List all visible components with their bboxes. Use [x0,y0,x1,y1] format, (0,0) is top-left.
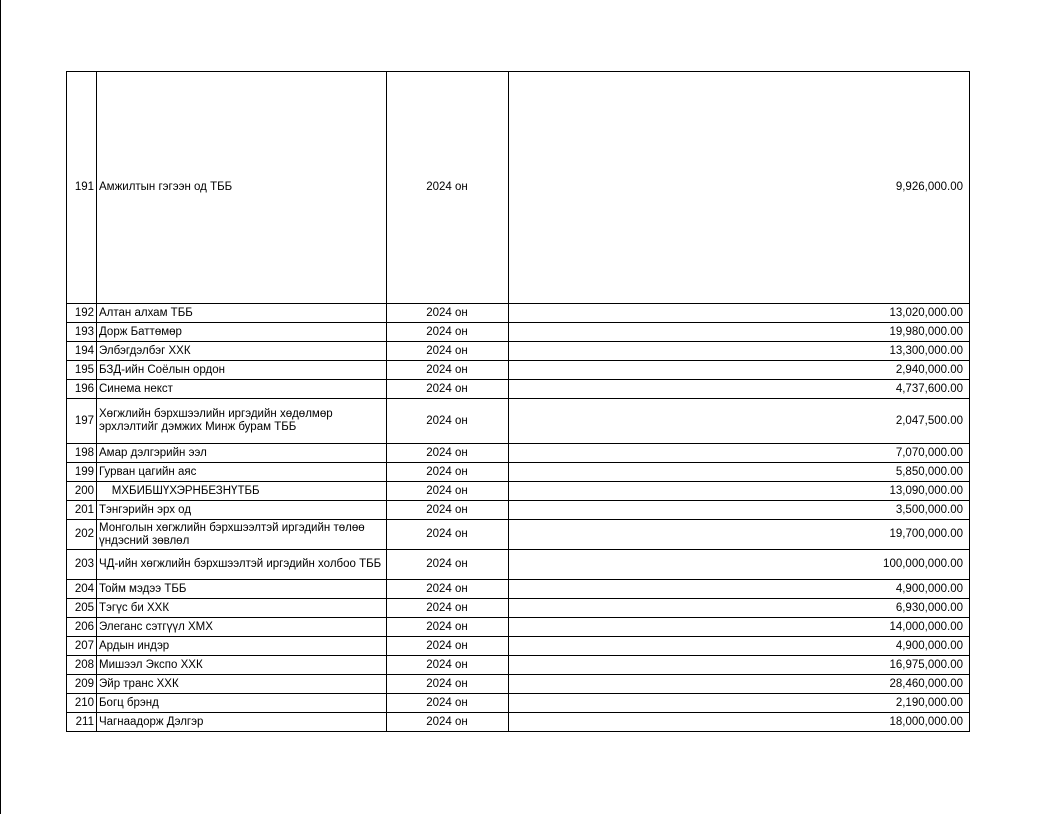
page-left-border [0,0,1,814]
table-row [67,463,970,482]
year-cell: 2024 он [387,520,509,550]
year-cell: 2024 он [387,675,509,694]
year-cell: 2024 он [387,304,509,323]
amount-cell: 19,980,000.00 [509,323,970,342]
amount-cell: 14,000,000.00 [509,618,970,637]
organization-name: Хөгжлийн бэрхшээлийн иргэдийн хөдөлмөр эрхлэлтийг дэмжих Минж бурам ТББ [97,399,387,444]
amount-cell: 5,850,000.00 [509,463,970,482]
organization-name: Ардын индэр [97,637,387,656]
table-row [67,637,970,656]
row-number: 203 [67,550,97,580]
amount-cell: 4,737,600.00 [509,380,970,399]
year-cell: 2024 он [387,656,509,675]
year-cell: 2024 он [387,342,509,361]
amount-cell: 7,070,000.00 [509,444,970,463]
table-row [67,675,970,694]
amount-cell: 16,975,000.00 [509,656,970,675]
organization-name: Тэгүс би ХХК [97,599,387,618]
table-row [67,550,970,580]
amount-cell: 13,020,000.00 [509,304,970,323]
row-number: 194 [67,342,97,361]
organization-name: ЧД-ийн хөгжлийн бэрхшээлтэй иргэдийн холбоо ТББ [97,550,387,580]
organization-name: Элеганс сэтгүүл ХМХ [97,618,387,637]
year-cell: 2024 он [387,380,509,399]
table-row [67,618,970,637]
row-number: 198 [67,444,97,463]
row-number: 202 [67,520,97,550]
amount-cell: 2,190,000.00 [509,694,970,713]
organization-name: Чагнаадорж Дэлгэр [97,713,387,732]
table-row [67,342,970,361]
row-number: 197 [67,399,97,444]
table-row [67,444,970,463]
table-row [67,694,970,713]
amount-cell: 2,940,000.00 [509,361,970,380]
table-row [67,599,970,618]
row-number: 207 [67,637,97,656]
amount-cell: 28,460,000.00 [509,675,970,694]
row-number: 201 [67,501,97,520]
table-row [67,72,970,304]
table-row [67,713,970,732]
table-body [67,72,970,732]
year-cell: 2024 он [387,501,509,520]
year-cell: 2024 он [387,323,509,342]
organization-name: Мишээл Экспо ХХК [97,656,387,675]
row-number: 211 [67,713,97,732]
organization-name: Тэнгэрийн эрх од [97,501,387,520]
row-number: 206 [67,618,97,637]
table-row [67,323,970,342]
organization-name: Алтан алхам ТББ [97,304,387,323]
row-number: 210 [67,694,97,713]
row-number: 199 [67,463,97,482]
year-cell: 2024 он [387,599,509,618]
table-row [67,304,970,323]
organization-name: Амар дэлгэрийн ээл [97,444,387,463]
row-number: 195 [67,361,97,380]
year-cell: 2024 он [387,482,509,501]
funding-table [66,71,970,732]
year-cell: 2024 он [387,72,509,304]
year-cell: 2024 он [387,399,509,444]
organization-name: Амжилтын гэгээн од ТББ [97,72,387,304]
organization-name: Тойм мэдээ ТББ [97,580,387,599]
amount-cell: 13,090,000.00 [509,482,970,501]
table-row [67,656,970,675]
amount-cell: 6,930,000.00 [509,599,970,618]
year-cell: 2024 он [387,444,509,463]
row-number: 205 [67,599,97,618]
amount-cell: 18,000,000.00 [509,713,970,732]
row-number: 196 [67,380,97,399]
amount-cell: 4,900,000.00 [509,580,970,599]
amount-cell: 2,047,500.00 [509,399,970,444]
year-cell: 2024 он [387,637,509,656]
organization-name: Гурван цагийн аяс [97,463,387,482]
organization-name: Эйр транс ХХК [97,675,387,694]
row-number: 193 [67,323,97,342]
amount-cell: 4,900,000.00 [509,637,970,656]
table-row [67,361,970,380]
organization-name: МХБИБШҮХЭРНБЕЗНҮТББ [97,482,387,501]
row-number: 192 [67,304,97,323]
table-row [67,501,970,520]
amount-cell: 100,000,000.00 [509,550,970,580]
row-number: 209 [67,675,97,694]
year-cell: 2024 он [387,618,509,637]
table-row [67,399,970,444]
amount-cell: 13,300,000.00 [509,342,970,361]
table-row [67,380,970,399]
table-row [67,482,970,501]
row-number: 200 [67,482,97,501]
organization-name: Синема некст [97,380,387,399]
row-number: 208 [67,656,97,675]
year-cell: 2024 он [387,713,509,732]
organization-name: Дорж Баттөмөр [97,323,387,342]
organization-name: БЗД-ийн Соёлын ордон [97,361,387,380]
year-cell: 2024 он [387,580,509,599]
organization-name: Богц брэнд [97,694,387,713]
amount-cell: 3,500,000.00 [509,501,970,520]
amount-cell: 9,926,000.00 [509,72,970,304]
organization-name: Элбэгдэлбэг ХХК [97,342,387,361]
year-cell: 2024 он [387,550,509,580]
row-number: 191 [67,72,97,304]
amount-cell: 19,700,000.00 [509,520,970,550]
year-cell: 2024 он [387,694,509,713]
year-cell: 2024 он [387,463,509,482]
table-row [67,580,970,599]
organization-name: Монголын хөгжлийн бэрхшээлтэй иргэдийн төлөө үндэсний зөвлөл [97,520,387,550]
year-cell: 2024 он [387,361,509,380]
table-row [67,520,970,550]
row-number: 204 [67,580,97,599]
